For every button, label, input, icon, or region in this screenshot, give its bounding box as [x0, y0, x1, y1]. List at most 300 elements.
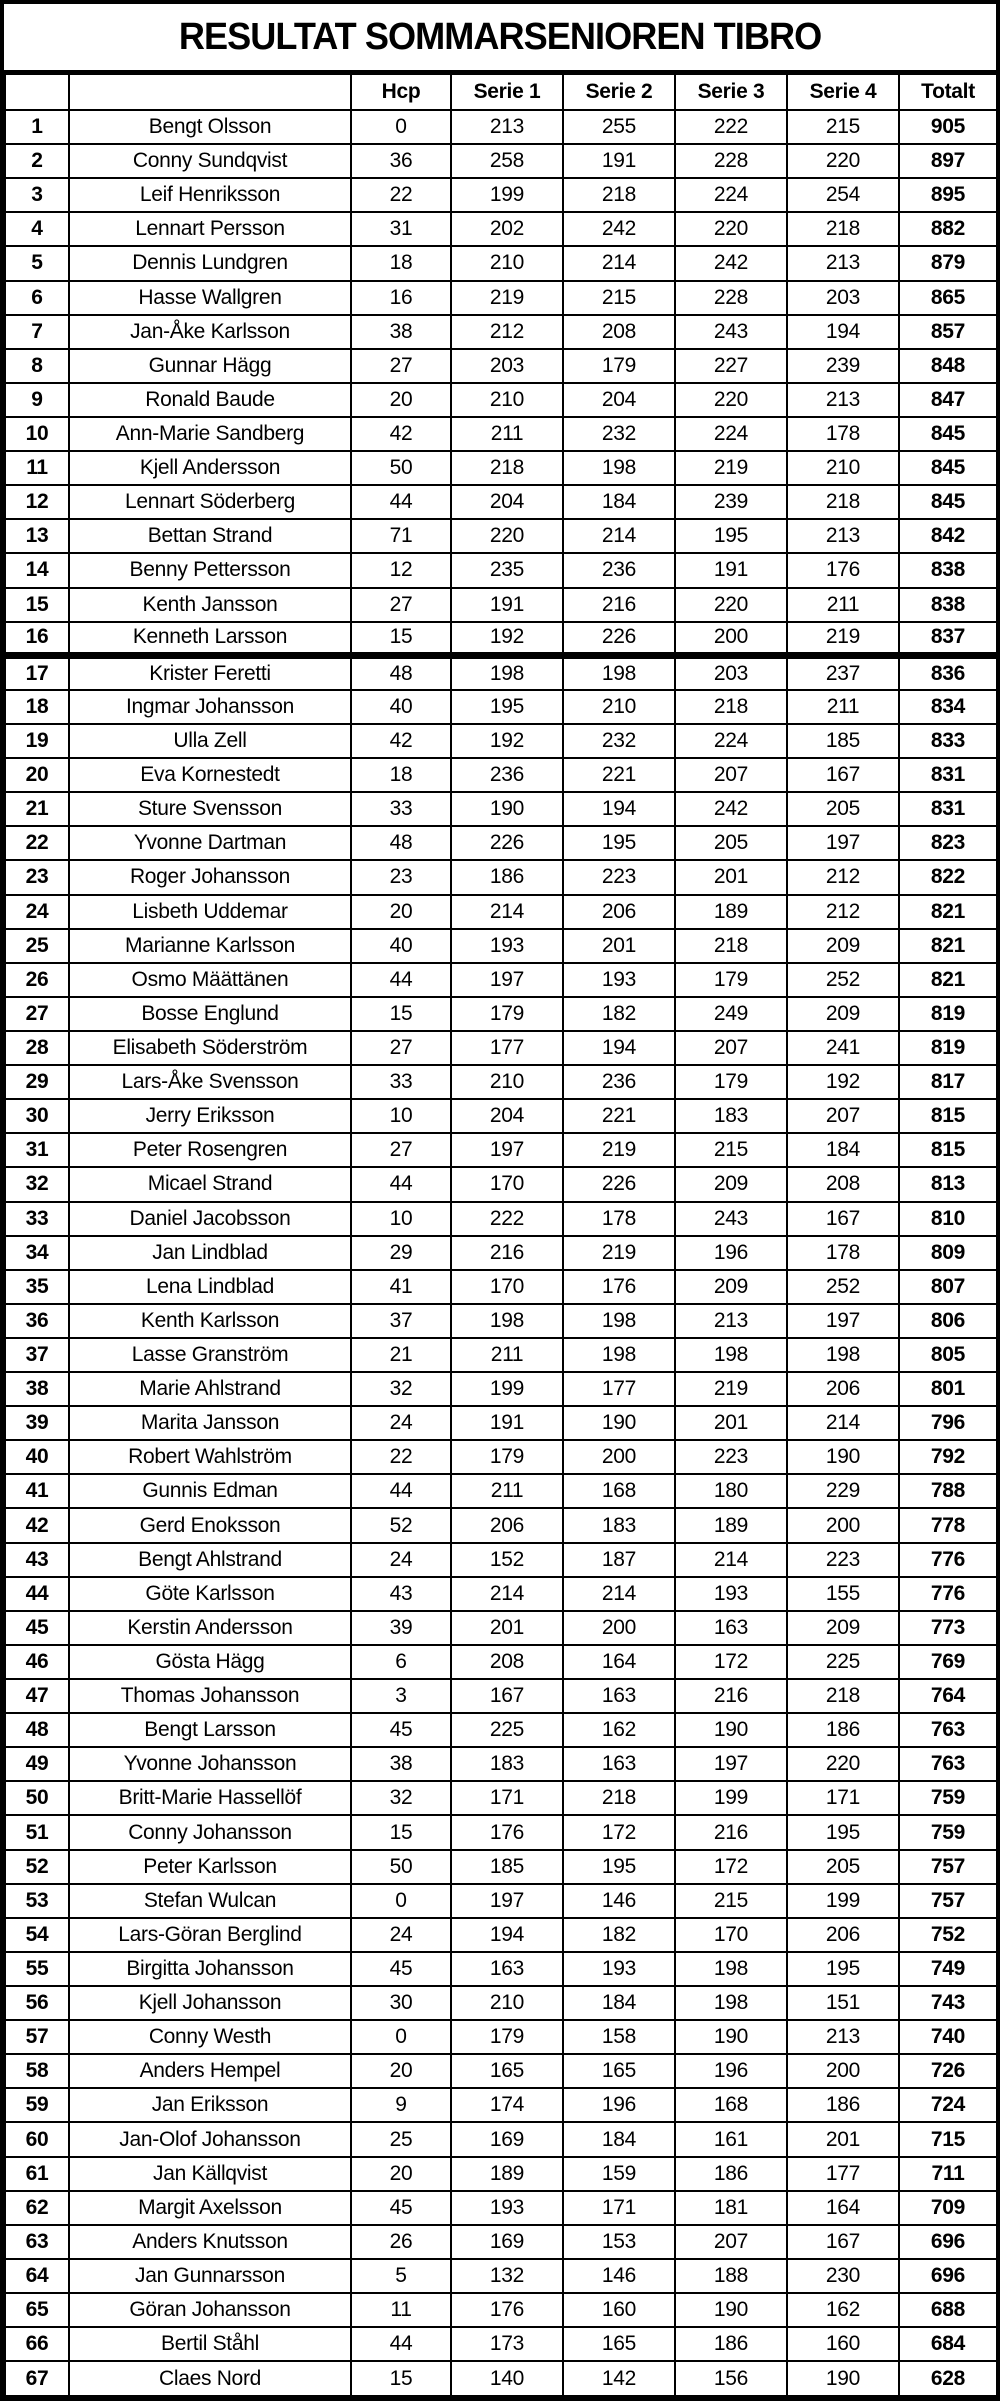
table-row [5, 1440, 997, 1474]
total-value: 759 [899, 1815, 997, 1849]
serie2-value: 159 [563, 2157, 675, 2191]
player-name: Kenneth Larsson [69, 622, 351, 656]
table-row [5, 1713, 997, 1747]
serie1-value: 201 [451, 1611, 563, 1645]
hcp-value: 15 [351, 622, 451, 656]
serie4-value: 205 [787, 1850, 899, 1884]
hcp-value: 45 [351, 1952, 451, 1986]
total-value: 817 [899, 1065, 997, 1099]
hcp-value: 15 [351, 2361, 451, 2396]
serie3-value: 201 [675, 1406, 787, 1440]
hcp-value: 21 [351, 1338, 451, 1372]
player-name: Kerstin Andersson [69, 1611, 351, 1645]
rank-value: 52 [5, 1850, 69, 1884]
hcp-value: 3 [351, 1679, 451, 1713]
serie2-value: 195 [563, 1850, 675, 1884]
rank-value: 2 [5, 144, 69, 178]
serie2-value: 182 [563, 997, 675, 1031]
serie2-value: 178 [563, 1202, 675, 1236]
player-name: Osmo Määttänen [69, 963, 351, 997]
serie2-value: 182 [563, 1918, 675, 1952]
hcp-value: 9 [351, 2088, 451, 2122]
serie4-value: 197 [787, 826, 899, 860]
rank-value: 58 [5, 2054, 69, 2088]
table-row [5, 1850, 997, 1884]
player-name: Lars-Åke Svensson [69, 1065, 351, 1099]
hcp-value: 48 [351, 656, 451, 690]
player-name: Jan-Åke Karlsson [69, 315, 351, 349]
hcp-value: 42 [351, 417, 451, 451]
serie2-value: 210 [563, 690, 675, 724]
serie3-value: 190 [675, 2020, 787, 2054]
serie1-value: 198 [451, 1304, 563, 1338]
total-value: 805 [899, 1338, 997, 1372]
total-value: 819 [899, 997, 997, 1031]
table-row [5, 2054, 997, 2088]
total-value: 857 [899, 315, 997, 349]
rank-value: 36 [5, 1304, 69, 1338]
serie4-value: 211 [787, 690, 899, 724]
serie2-value: 193 [563, 963, 675, 997]
serie1-value: 152 [451, 1543, 563, 1577]
rank-value: 41 [5, 1474, 69, 1508]
serie3-value: 172 [675, 1850, 787, 1884]
rank-value: 13 [5, 519, 69, 553]
table-row [5, 1338, 997, 1372]
player-name: Jerry Eriksson [69, 1099, 351, 1133]
serie1-value: 165 [451, 2054, 563, 2088]
serie3-value: 183 [675, 1099, 787, 1133]
page-title: RESULTAT SOMMARSENIOREN TIBRO [178, 15, 822, 58]
hcp-value: 16 [351, 281, 451, 315]
serie4-value: 199 [787, 1884, 899, 1918]
player-name: Eva Kornestedt [69, 758, 351, 792]
serie3-value: 207 [675, 1031, 787, 1065]
table-row [5, 1952, 997, 1986]
total-value: 905 [899, 110, 997, 144]
player-name: Lasse Granström [69, 1338, 351, 1372]
serie3-value: 222 [675, 110, 787, 144]
total-value: 837 [899, 622, 997, 656]
serie2-value: 216 [563, 588, 675, 622]
serie1-value: 210 [451, 1986, 563, 2020]
serie4-value: 207 [787, 1099, 899, 1133]
total-value: 684 [899, 2327, 997, 2361]
player-name: Benny Pettersson [69, 553, 351, 587]
serie4-value: 160 [787, 2327, 899, 2361]
serie4-value: 195 [787, 1952, 899, 1986]
serie1-value: 198 [451, 656, 563, 690]
column-header-serie-4: Serie 4 [787, 74, 899, 110]
serie3-value: 242 [675, 792, 787, 826]
serie1-value: 225 [451, 1713, 563, 1747]
serie3-value: 223 [675, 1440, 787, 1474]
serie2-value: 214 [563, 246, 675, 280]
total-value: 836 [899, 656, 997, 690]
player-name: Thomas Johansson [69, 1679, 351, 1713]
serie4-value: 164 [787, 2191, 899, 2225]
table-row [5, 792, 997, 826]
serie4-value: 155 [787, 1577, 899, 1611]
rank-value: 4 [5, 212, 69, 246]
serie4-value: 162 [787, 2293, 899, 2327]
player-name: Bengt Larsson [69, 1713, 351, 1747]
serie1-value: 214 [451, 1577, 563, 1611]
total-value: 773 [899, 1611, 997, 1645]
total-value: 724 [899, 2088, 997, 2122]
rank-value: 6 [5, 281, 69, 315]
table-row [5, 1508, 997, 1542]
hcp-value: 43 [351, 1577, 451, 1611]
column-header-empty [5, 74, 69, 110]
hcp-value: 15 [351, 1815, 451, 1849]
serie1-value: 258 [451, 144, 563, 178]
serie3-value: 190 [675, 2293, 787, 2327]
serie2-value: 223 [563, 860, 675, 894]
serie2-value: 215 [563, 281, 675, 315]
rank-value: 24 [5, 895, 69, 929]
serie1-value: 206 [451, 1508, 563, 1542]
rank-value: 12 [5, 485, 69, 519]
total-value: 845 [899, 485, 997, 519]
serie1-value: 163 [451, 1952, 563, 1986]
total-value: 847 [899, 383, 997, 417]
serie4-value: 171 [787, 1781, 899, 1815]
serie2-value: 165 [563, 2054, 675, 2088]
hcp-value: 23 [351, 860, 451, 894]
serie1-value: 170 [451, 1167, 563, 1201]
total-value: 711 [899, 2157, 997, 2191]
table-row [5, 519, 997, 553]
serie4-value: 194 [787, 315, 899, 349]
serie1-value: 189 [451, 2157, 563, 2191]
table-row [5, 1202, 997, 1236]
column-header-hcp: Hcp [351, 74, 451, 110]
table-row [5, 1236, 997, 1270]
column-header-serie-2: Serie 2 [563, 74, 675, 110]
player-name: Bertil Ståhl [69, 2327, 351, 2361]
rank-value: 49 [5, 1747, 69, 1781]
serie4-value: 220 [787, 144, 899, 178]
serie2-value: 184 [563, 1986, 675, 2020]
rank-value: 53 [5, 1884, 69, 1918]
table-row [5, 2327, 997, 2361]
rank-value: 55 [5, 1952, 69, 1986]
serie3-value: 216 [675, 1679, 787, 1713]
column-header-serie-3: Serie 3 [675, 74, 787, 110]
table-row [5, 2361, 997, 2396]
player-name: Ann-Marie Sandberg [69, 417, 351, 451]
total-value: 696 [899, 2225, 997, 2259]
serie2-value: 208 [563, 315, 675, 349]
serie2-value: 177 [563, 1372, 675, 1406]
serie4-value: 201 [787, 2122, 899, 2156]
player-name: Daniel Jacobsson [69, 1202, 351, 1236]
hcp-value: 0 [351, 110, 451, 144]
rank-value: 37 [5, 1338, 69, 1372]
serie1-value: 208 [451, 1645, 563, 1679]
serie1-value: 193 [451, 929, 563, 963]
total-value: 752 [899, 1918, 997, 1952]
serie4-value: 212 [787, 860, 899, 894]
serie2-value: 153 [563, 2225, 675, 2259]
serie1-value: 219 [451, 281, 563, 315]
table-row [5, 656, 997, 690]
rank-value: 21 [5, 792, 69, 826]
serie4-value: 203 [787, 281, 899, 315]
hcp-value: 40 [351, 929, 451, 963]
header-row [5, 74, 997, 110]
player-name: Jan Gunnarsson [69, 2259, 351, 2293]
serie1-value: 210 [451, 246, 563, 280]
serie3-value: 190 [675, 1713, 787, 1747]
table-row [5, 1065, 997, 1099]
total-value: 848 [899, 349, 997, 383]
player-name: Kenth Jansson [69, 588, 351, 622]
serie4-value: 198 [787, 1338, 899, 1372]
serie4-value: 176 [787, 553, 899, 587]
table-row [5, 2157, 997, 2191]
serie3-value: 200 [675, 622, 787, 656]
player-name: Anders Hempel [69, 2054, 351, 2088]
serie2-value: 198 [563, 451, 675, 485]
serie2-value: 236 [563, 553, 675, 587]
serie1-value: 140 [451, 2361, 563, 2396]
player-name: Krister Feretti [69, 656, 351, 690]
serie2-value: 198 [563, 1304, 675, 1338]
serie1-value: 167 [451, 1679, 563, 1713]
player-name: Lennart Söderberg [69, 485, 351, 519]
serie4-value: 184 [787, 1133, 899, 1167]
hcp-value: 48 [351, 826, 451, 860]
hcp-value: 22 [351, 178, 451, 212]
serie2-value: 171 [563, 2191, 675, 2225]
serie4-value: 167 [787, 1202, 899, 1236]
serie3-value: 193 [675, 1577, 787, 1611]
serie2-value: 242 [563, 212, 675, 246]
serie4-value: 220 [787, 1747, 899, 1781]
hcp-value: 0 [351, 2020, 451, 2054]
serie2-value: 168 [563, 1474, 675, 1508]
player-name: Lisbeth Uddemar [69, 895, 351, 929]
serie4-value: 218 [787, 212, 899, 246]
serie3-value: 228 [675, 144, 787, 178]
serie2-value: 158 [563, 2020, 675, 2054]
total-value: 879 [899, 246, 997, 280]
player-name: Göte Karlsson [69, 1577, 351, 1611]
serie4-value: 206 [787, 1918, 899, 1952]
player-name: Peter Karlsson [69, 1850, 351, 1884]
hcp-value: 40 [351, 690, 451, 724]
total-value: 821 [899, 963, 997, 997]
serie1-value: 173 [451, 2327, 563, 2361]
total-value: 815 [899, 1099, 997, 1133]
player-name: Ulla Zell [69, 724, 351, 758]
serie1-value: 212 [451, 315, 563, 349]
serie3-value: 239 [675, 485, 787, 519]
table-row [5, 553, 997, 587]
player-name: Jan Källqvist [69, 2157, 351, 2191]
serie2-value: 204 [563, 383, 675, 417]
rank-value: 14 [5, 553, 69, 587]
table-row [5, 1372, 997, 1406]
hcp-value: 27 [351, 1133, 451, 1167]
table-row [5, 1884, 997, 1918]
serie4-value: 186 [787, 1713, 899, 1747]
table-row [5, 2293, 997, 2327]
rank-value: 47 [5, 1679, 69, 1713]
table-row [5, 826, 997, 860]
serie3-value: 227 [675, 349, 787, 383]
hcp-value: 26 [351, 2225, 451, 2259]
table-row [5, 860, 997, 894]
serie1-value: 193 [451, 2191, 563, 2225]
serie2-value: 194 [563, 792, 675, 826]
hcp-value: 38 [351, 315, 451, 349]
serie4-value: 230 [787, 2259, 899, 2293]
serie2-value: 221 [563, 1099, 675, 1133]
serie3-value: 201 [675, 860, 787, 894]
serie2-value: 226 [563, 622, 675, 656]
table-row [5, 1167, 997, 1201]
total-value: 796 [899, 1406, 997, 1440]
rank-value: 44 [5, 1577, 69, 1611]
serie2-value: 219 [563, 1133, 675, 1167]
serie4-value: 213 [787, 246, 899, 280]
serie4-value: 239 [787, 349, 899, 383]
hcp-value: 5 [351, 2259, 451, 2293]
serie3-value: 186 [675, 2327, 787, 2361]
player-name: Elisabeth Söderström [69, 1031, 351, 1065]
total-value: 763 [899, 1713, 997, 1747]
serie2-value: 201 [563, 929, 675, 963]
serie3-value: 243 [675, 315, 787, 349]
table-row [5, 246, 997, 280]
player-name: Leif Henriksson [69, 178, 351, 212]
rank-value: 22 [5, 826, 69, 860]
player-name: Birgitta Johansson [69, 1952, 351, 1986]
player-name: Lars-Göran Berglind [69, 1918, 351, 1952]
serie3-value: 215 [675, 1133, 787, 1167]
serie4-value: 209 [787, 997, 899, 1031]
serie2-value: 163 [563, 1747, 675, 1781]
player-name: Bengt Olsson [69, 110, 351, 144]
player-name: Sture Svensson [69, 792, 351, 826]
table-row [5, 963, 997, 997]
total-value: 838 [899, 588, 997, 622]
serie1-value: 191 [451, 1406, 563, 1440]
total-value: 788 [899, 1474, 997, 1508]
hcp-value: 20 [351, 2157, 451, 2191]
hcp-value: 12 [351, 553, 451, 587]
serie3-value: 205 [675, 826, 787, 860]
serie2-value: 221 [563, 758, 675, 792]
hcp-value: 45 [351, 1713, 451, 1747]
serie3-value: 186 [675, 2157, 787, 2191]
hcp-value: 44 [351, 2327, 451, 2361]
rank-value: 32 [5, 1167, 69, 1201]
serie1-value: 199 [451, 1372, 563, 1406]
serie4-value: 218 [787, 1679, 899, 1713]
table-row [5, 1474, 997, 1508]
serie1-value: 204 [451, 1099, 563, 1133]
player-name: Marianne Karlsson [69, 929, 351, 963]
serie2-value: 191 [563, 144, 675, 178]
serie1-value: 222 [451, 1202, 563, 1236]
serie2-value: 219 [563, 1236, 675, 1270]
rank-value: 11 [5, 451, 69, 485]
rank-value: 7 [5, 315, 69, 349]
player-name: Marita Jansson [69, 1406, 351, 1440]
serie3-value: 220 [675, 212, 787, 246]
serie3-value: 249 [675, 997, 787, 1031]
serie2-value: 142 [563, 2361, 675, 2396]
serie1-value: 177 [451, 1031, 563, 1065]
serie3-value: 203 [675, 656, 787, 690]
serie1-value: 191 [451, 588, 563, 622]
hcp-value: 10 [351, 1202, 451, 1236]
total-value: 819 [899, 1031, 997, 1065]
serie2-value: 236 [563, 1065, 675, 1099]
serie3-value: 213 [675, 1304, 787, 1338]
rank-value: 17 [5, 656, 69, 690]
hcp-value: 24 [351, 1406, 451, 1440]
serie1-value: 213 [451, 110, 563, 144]
player-name: Göran Johansson [69, 2293, 351, 2327]
serie2-value: 172 [563, 1815, 675, 1849]
rank-value: 9 [5, 383, 69, 417]
total-value: 759 [899, 1781, 997, 1815]
player-name: Gösta Hägg [69, 1645, 351, 1679]
serie1-value: 216 [451, 1236, 563, 1270]
serie3-value: 195 [675, 519, 787, 553]
player-name: Jan Eriksson [69, 2088, 351, 2122]
table-row [5, 212, 997, 246]
serie1-value: 235 [451, 553, 563, 587]
serie2-value: 232 [563, 417, 675, 451]
serie4-value: 225 [787, 1645, 899, 1679]
serie4-value: 252 [787, 1270, 899, 1304]
serie3-value: 214 [675, 1543, 787, 1577]
rank-value: 54 [5, 1918, 69, 1952]
rank-value: 64 [5, 2259, 69, 2293]
serie2-value: 206 [563, 895, 675, 929]
total-value: 778 [899, 1508, 997, 1542]
serie2-value: 255 [563, 110, 675, 144]
serie3-value: 218 [675, 690, 787, 724]
serie3-value: 220 [675, 383, 787, 417]
serie2-value: 198 [563, 1338, 675, 1372]
rank-value: 38 [5, 1372, 69, 1406]
total-value: 810 [899, 1202, 997, 1236]
table-row [5, 110, 997, 144]
serie2-value: 163 [563, 1679, 675, 1713]
serie2-value: 190 [563, 1406, 675, 1440]
hcp-value: 24 [351, 1918, 451, 1952]
total-value: 776 [899, 1577, 997, 1611]
serie2-value: 183 [563, 1508, 675, 1542]
serie3-value: 207 [675, 758, 787, 792]
player-name: Anders Knutsson [69, 2225, 351, 2259]
serie3-value: 219 [675, 1372, 787, 1406]
total-value: 688 [899, 2293, 997, 2327]
table-row [5, 622, 997, 656]
player-name: Kjell Johansson [69, 1986, 351, 2020]
serie4-value: 209 [787, 929, 899, 963]
serie1-value: 202 [451, 212, 563, 246]
serie2-value: 160 [563, 2293, 675, 2327]
serie4-value: 214 [787, 1406, 899, 1440]
